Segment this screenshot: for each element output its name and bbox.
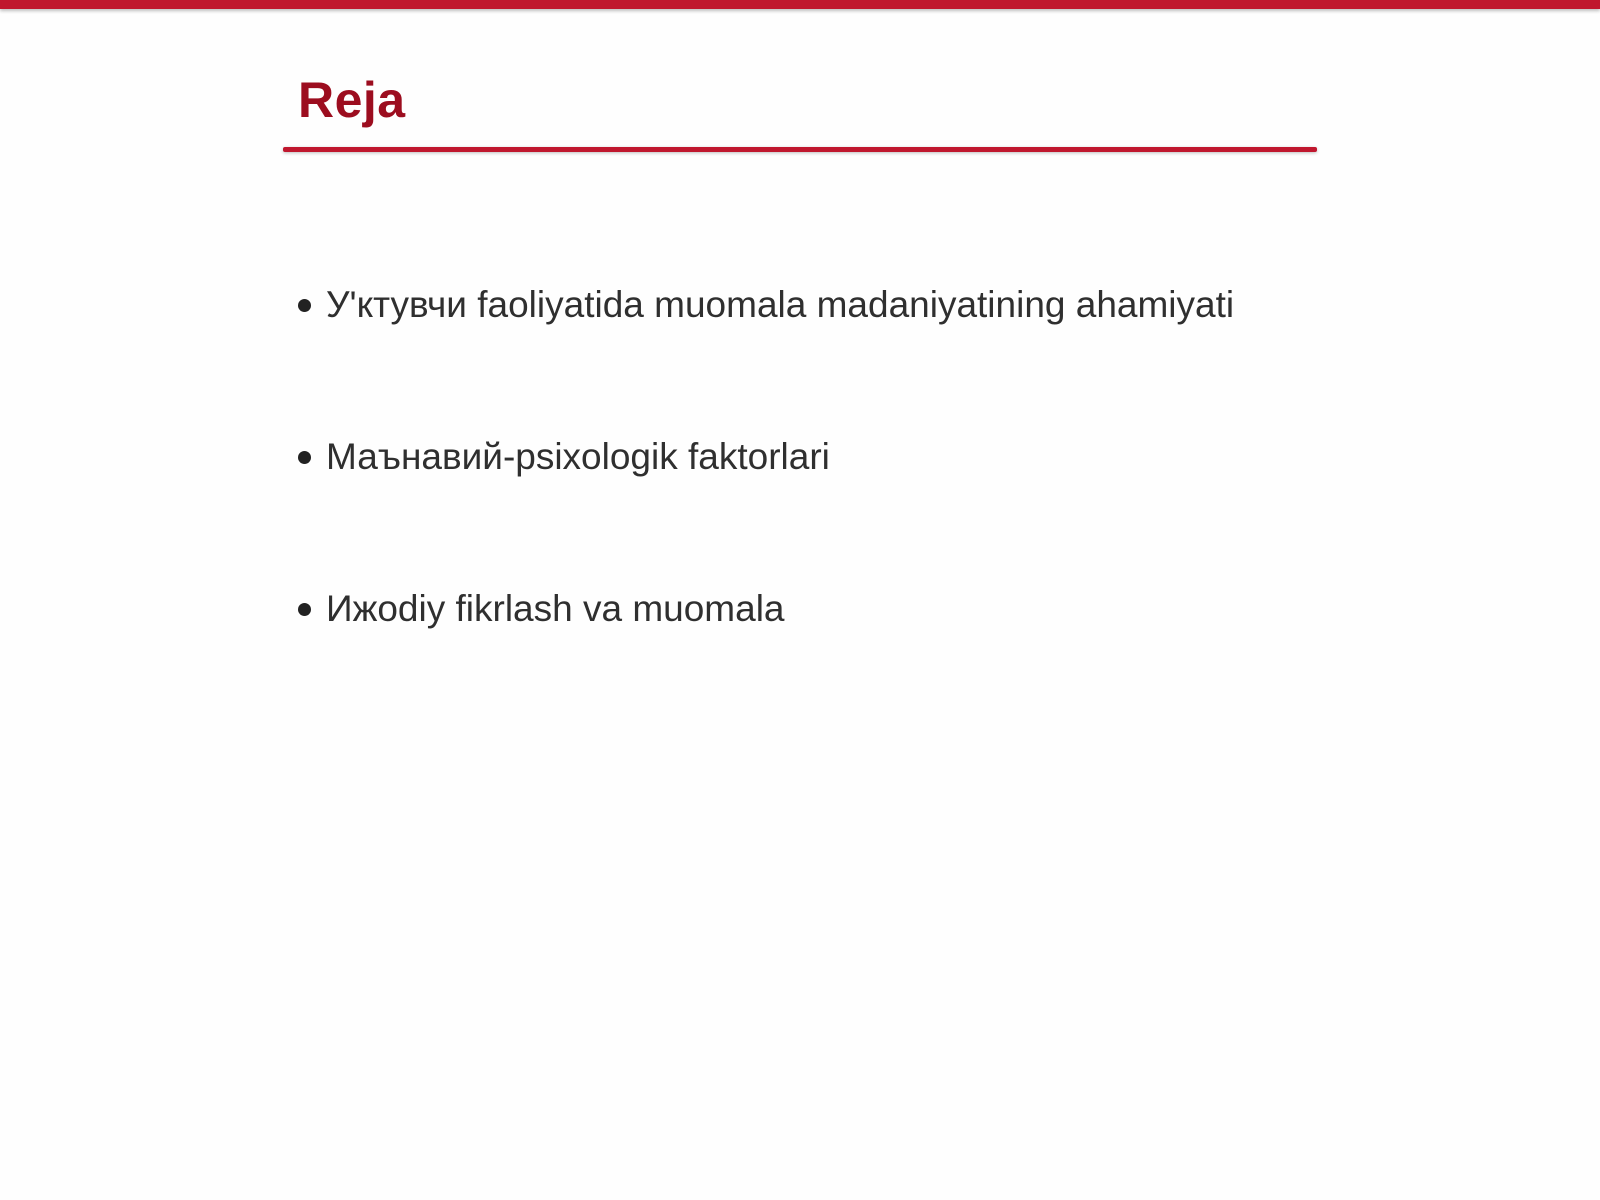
bullet-list — [298, 280, 1234, 736]
list-item — [298, 584, 1234, 634]
bullet-text: Маънавий-psixologik faktorlari — [326, 436, 830, 477]
bullet-text: У'ктувчи faoliyatida muomala madaniyatining ahamiyati — [326, 284, 1235, 325]
bullet-icon — [298, 451, 311, 464]
bullet-text: Ижodiy fikrlash va muomala — [326, 588, 785, 629]
list-item — [298, 432, 1234, 482]
top-accent-bar — [0, 0, 1600, 9]
title-underline — [283, 147, 1317, 152]
bullet-icon — [298, 299, 311, 312]
slide-title: Reja — [298, 72, 406, 128]
list-item — [298, 280, 1234, 330]
bullet-icon — [298, 603, 311, 616]
